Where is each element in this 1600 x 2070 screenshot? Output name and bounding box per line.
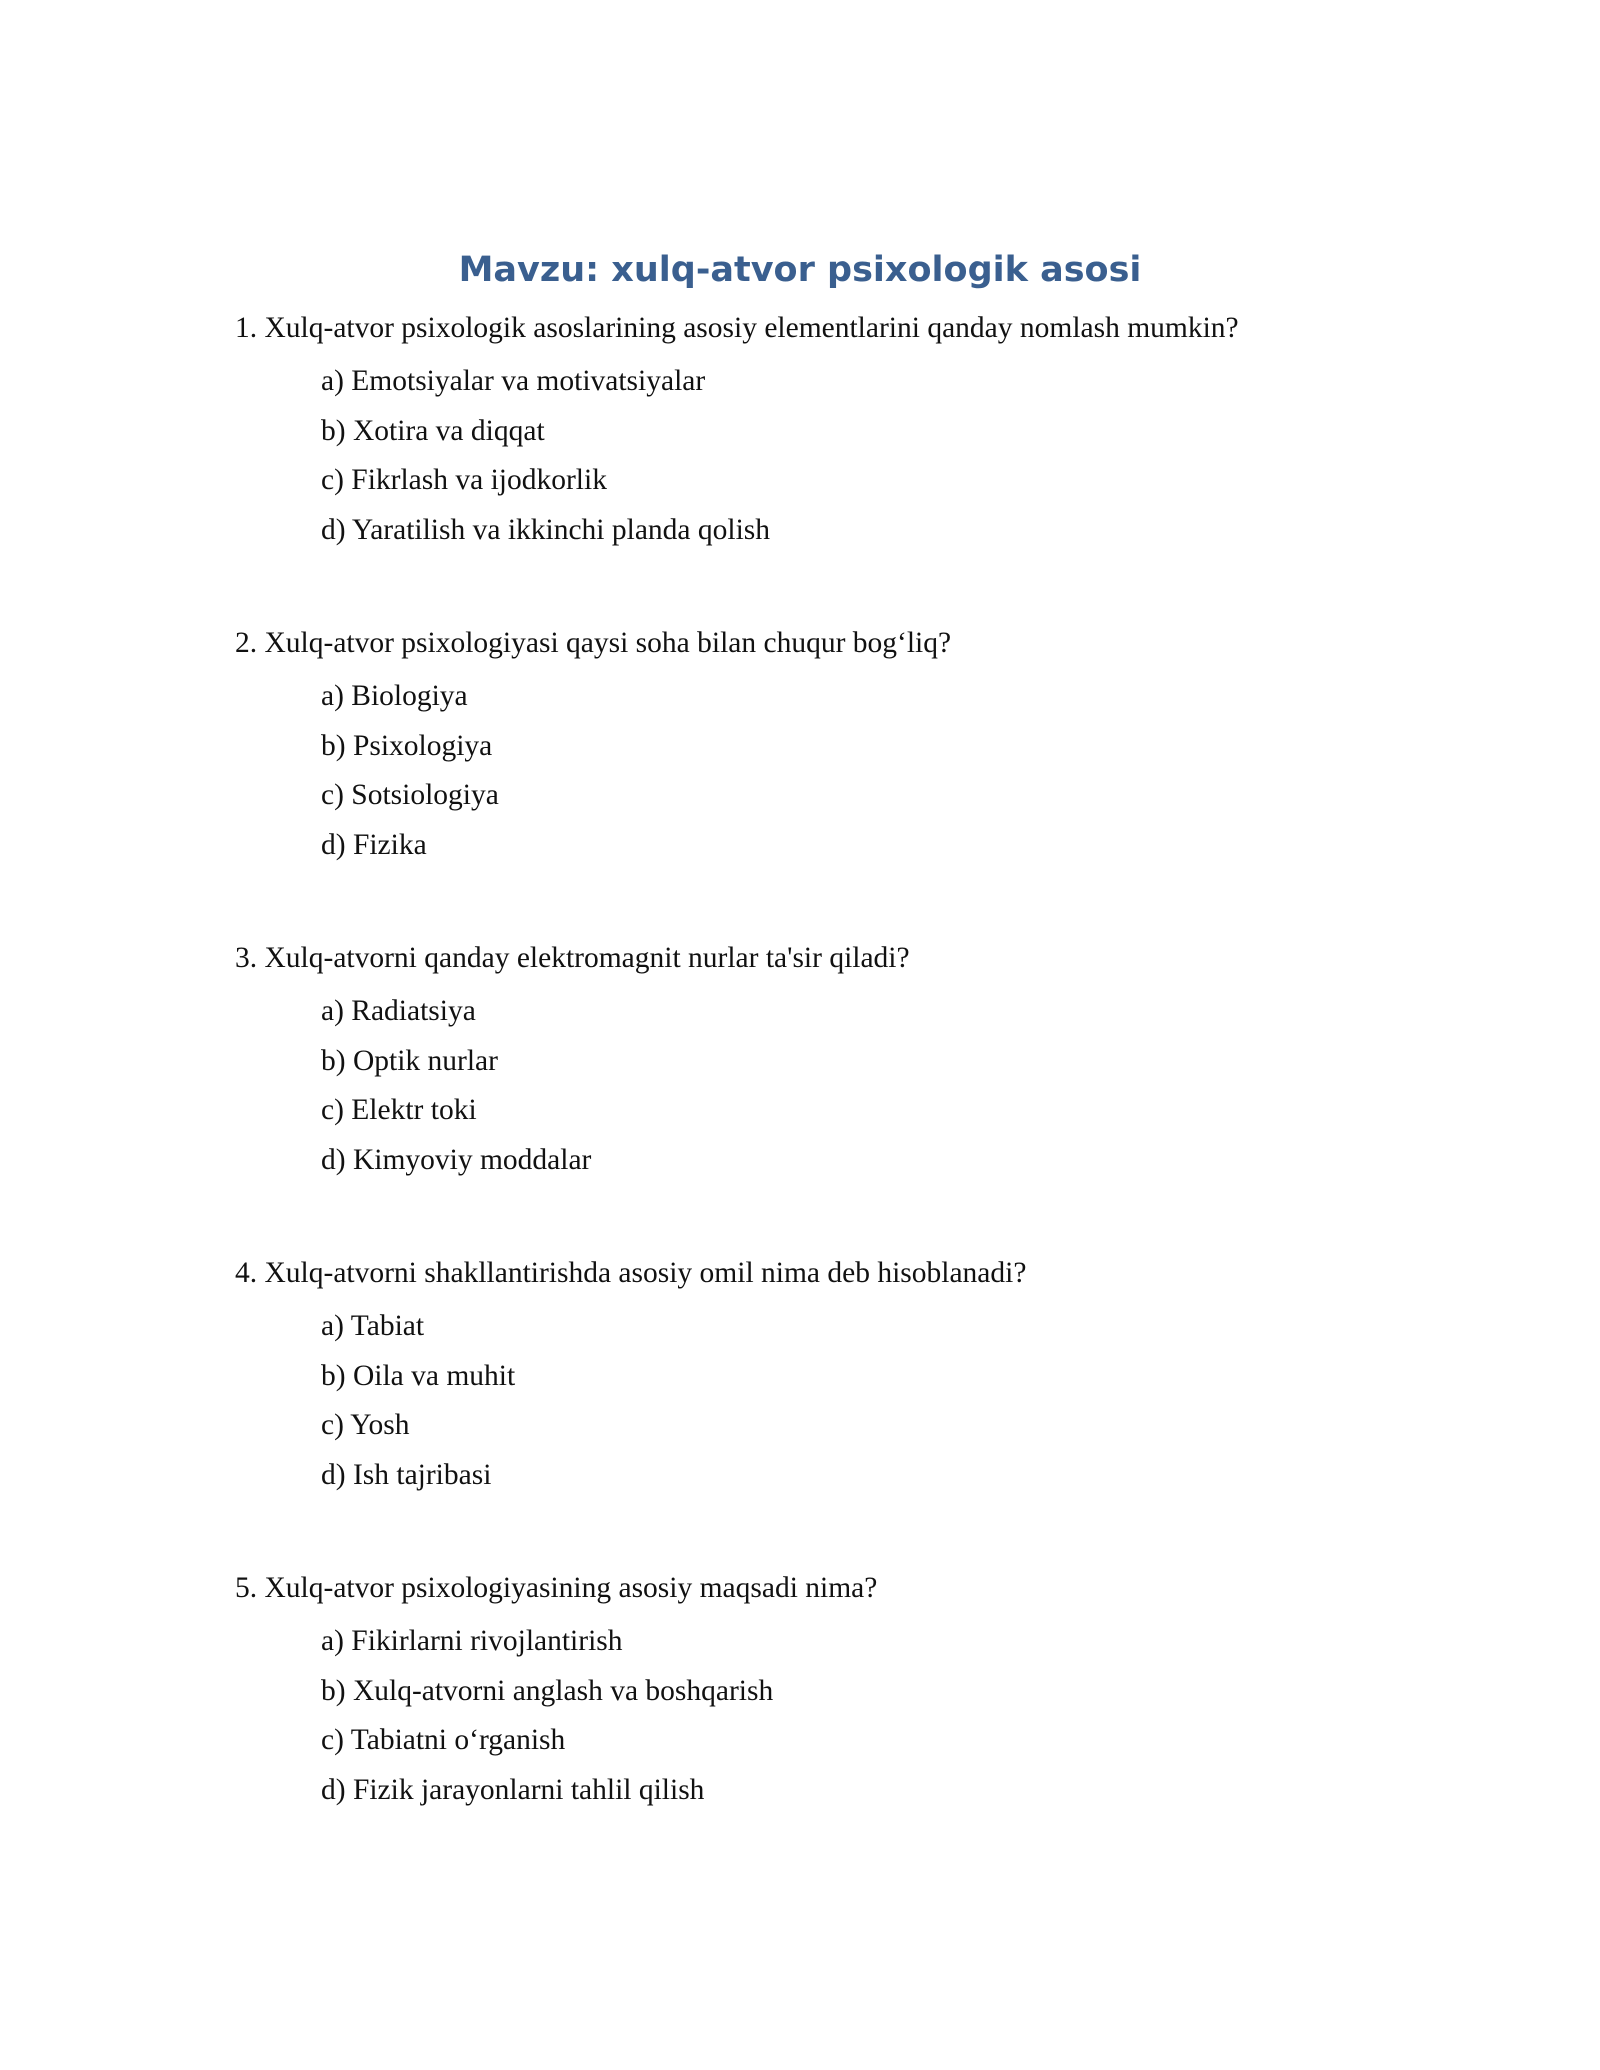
- answer-option-d: d) Yaratilish va ikkinchi planda qolish: [321, 513, 771, 546]
- question-2: [235, 621, 1435, 870]
- answer-option-c: c) Elektr toki: [321, 1094, 477, 1126]
- question-text: 5. Xulq-atvor psixologiyasining asosiy maqsadi nima?: [235, 1572, 878, 1604]
- answer-options: [235, 357, 1435, 555]
- answer-option-a: a) Biologiya: [321, 680, 468, 712]
- answer-option-a: a) Fikirlarni rivojlantirish: [321, 1625, 623, 1657]
- answer-option-d: d) Fizik jarayonlarni tahlil qilish: [321, 1773, 705, 1806]
- answer-option-c: c) Fikrlash va ijodkorlik: [321, 464, 607, 496]
- answer-options: [235, 987, 1435, 1185]
- answer-option-c: c) Yosh: [321, 1409, 410, 1441]
- answer-option-b: b) Oila va muhit: [321, 1359, 516, 1392]
- answer-option-a: a) Emotsiyalar va motivatsiyalar: [321, 365, 706, 397]
- answer-option-d: d) Kimyoviy moddalar: [321, 1143, 592, 1176]
- answer-options: [235, 1617, 1435, 1815]
- question-text: 3. Xulq-atvorni qanday elektromagnit nurlar ta'sir qiladi?: [235, 942, 910, 974]
- question-1: [235, 306, 1435, 555]
- question-list: [235, 306, 1435, 1881]
- answer-option-a: a) Tabiat: [321, 1310, 425, 1342]
- answer-option-d: d) Fizika: [321, 828, 427, 861]
- question-text: 4. Xulq-atvorni shakllantirishda asosiy omil nima deb hisoblanadi?: [235, 1257, 1027, 1289]
- answer-option-d: d) Ish tajribasi: [321, 1458, 492, 1491]
- answer-option-a: a) Radiatsiya: [321, 995, 476, 1027]
- answer-option-b: b) Optik nurlar: [321, 1044, 498, 1077]
- question-5: [235, 1566, 1435, 1815]
- answer-options: [235, 672, 1435, 870]
- answer-option-c: c) Sotsiologiya: [321, 779, 499, 811]
- answer-options: [235, 1302, 1435, 1500]
- answer-option-b: b) Xulq-atvorni anglash va boshqarish: [321, 1674, 774, 1707]
- answer-option-b: b) Xotira va diqqat: [321, 414, 545, 447]
- document-title: Mavzu: xulq-atvor psixologik asosi: [458, 250, 1142, 290]
- question-text: 1. Xulq-atvor psixologik asoslarining asosiy elementlarini qanday nomlash mumkin?: [235, 312, 1239, 344]
- question-3: [235, 936, 1435, 1185]
- answer-option-c: c) Tabiatni o‘rganish: [321, 1724, 566, 1756]
- question-text: 2. Xulq-atvor psixologiyasi qaysi soha bilan chuqur bog‘liq?: [235, 627, 952, 659]
- question-4: [235, 1251, 1435, 1500]
- answer-option-b: b) Psixologiya: [321, 729, 493, 762]
